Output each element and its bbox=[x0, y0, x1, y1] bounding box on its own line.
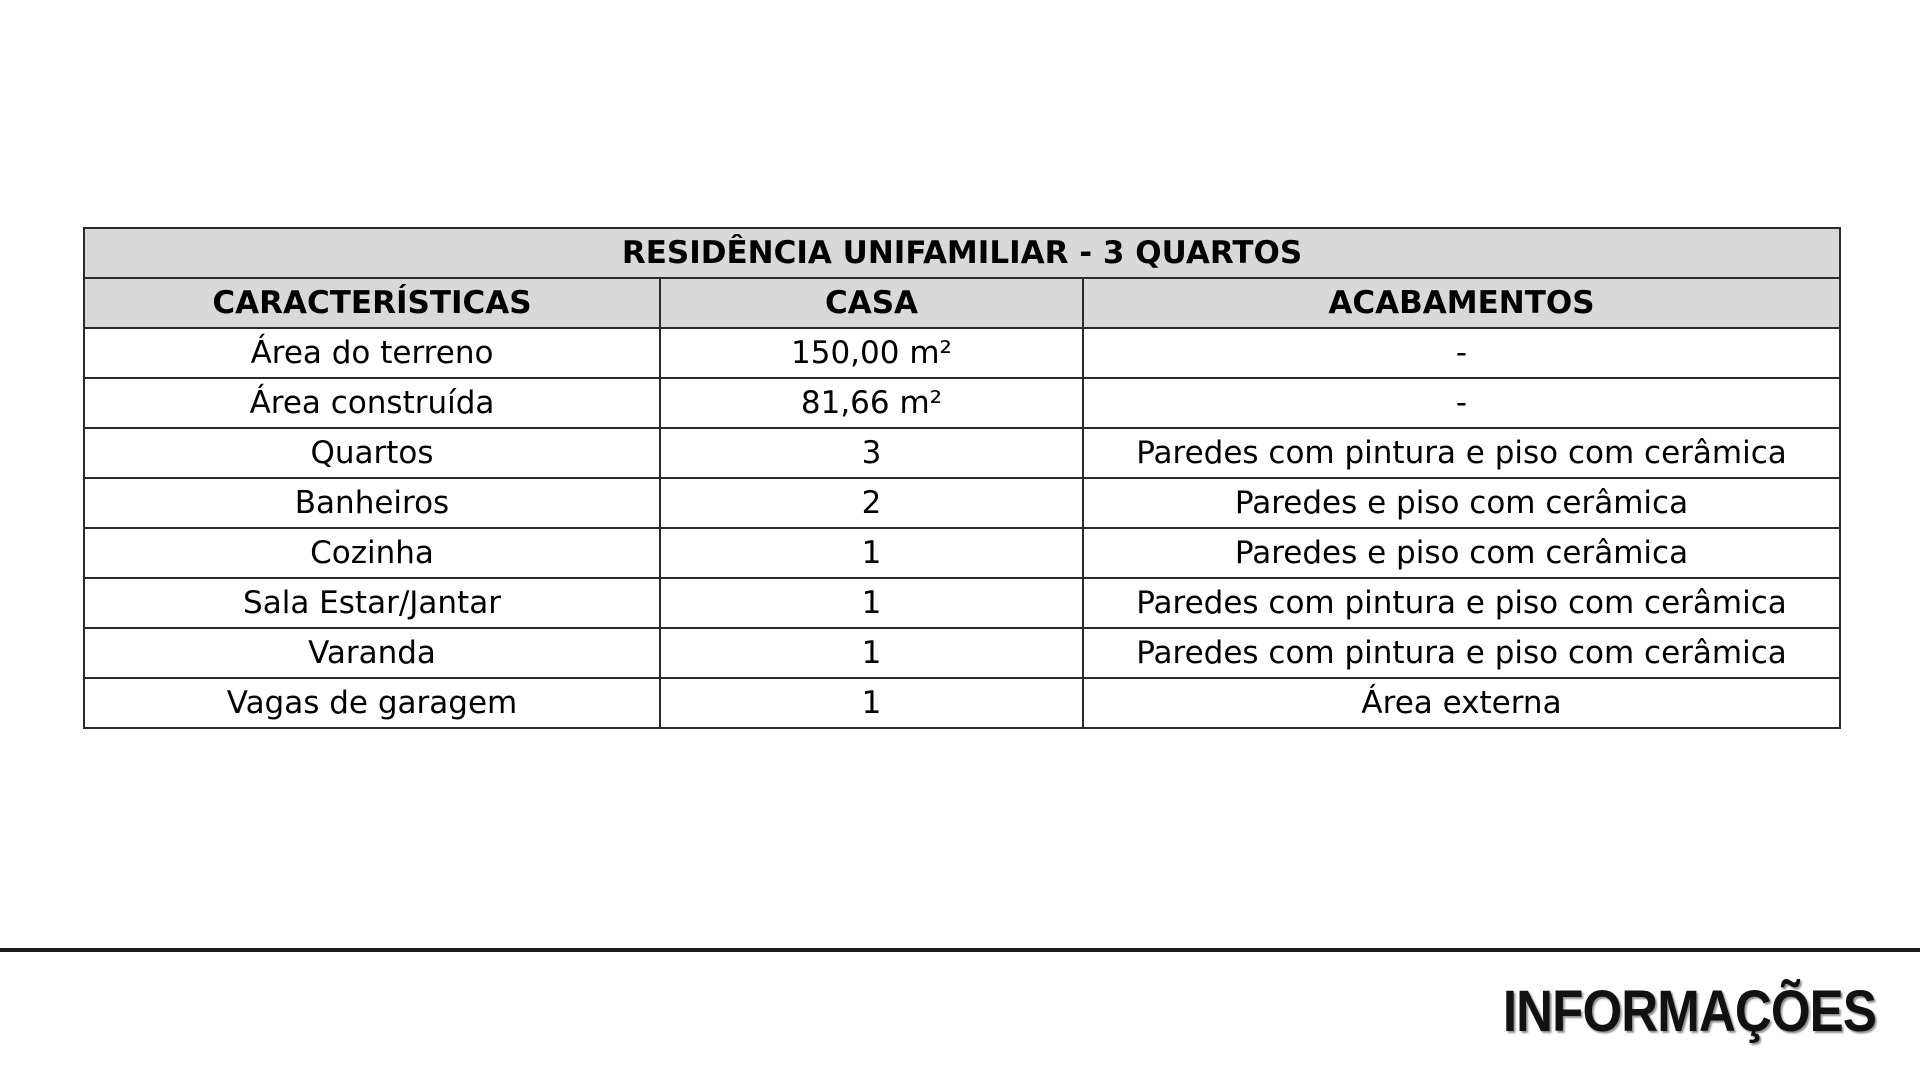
cell-acabamento: Paredes com pintura e piso com cerâmica bbox=[1083, 578, 1840, 628]
cell-casa: 1 bbox=[660, 528, 1083, 578]
cell-casa: 1 bbox=[660, 628, 1083, 678]
cell-caracteristica: Área construída bbox=[84, 378, 660, 428]
cell-acabamento: Paredes com pintura e piso com cerâmica bbox=[1083, 428, 1840, 478]
table-row bbox=[84, 378, 1840, 428]
footer-divider bbox=[0, 948, 1920, 952]
table-row bbox=[84, 528, 1840, 578]
table-row bbox=[84, 478, 1840, 528]
specs-table bbox=[83, 227, 1841, 729]
cell-casa: 3 bbox=[660, 428, 1083, 478]
cell-casa: 150,00 m² bbox=[660, 328, 1083, 378]
table-row bbox=[84, 328, 1840, 378]
cell-casa: 1 bbox=[660, 678, 1083, 728]
header-caracteristicas: CARACTERÍSTICAS bbox=[84, 278, 660, 328]
cell-acabamento: - bbox=[1083, 378, 1840, 428]
header-acabamentos: ACABAMENTOS bbox=[1083, 278, 1840, 328]
cell-acabamento: Paredes com pintura e piso com cerâmica bbox=[1083, 628, 1840, 678]
table-row bbox=[84, 678, 1840, 728]
section-title: INFORMAÇÕES bbox=[1502, 979, 1876, 1044]
cell-casa: 2 bbox=[660, 478, 1083, 528]
table-title-row bbox=[84, 228, 1840, 278]
cell-acabamento: Paredes e piso com cerâmica bbox=[1083, 528, 1840, 578]
table-row bbox=[84, 578, 1840, 628]
specs-table-container bbox=[83, 227, 1839, 729]
header-casa: CASA bbox=[660, 278, 1083, 328]
cell-caracteristica: Área do terreno bbox=[84, 328, 660, 378]
cell-casa: 1 bbox=[660, 578, 1083, 628]
table-row bbox=[84, 428, 1840, 478]
cell-caracteristica: Quartos bbox=[84, 428, 660, 478]
cell-acabamento: - bbox=[1083, 328, 1840, 378]
cell-acabamento: Área externa bbox=[1083, 678, 1840, 728]
table-title: RESIDÊNCIA UNIFAMILIAR - 3 QUARTOS bbox=[84, 228, 1840, 278]
cell-acabamento: Paredes e piso com cerâmica bbox=[1083, 478, 1840, 528]
cell-caracteristica: Sala Estar/Jantar bbox=[84, 578, 660, 628]
table-header-row bbox=[84, 278, 1840, 328]
cell-caracteristica: Varanda bbox=[84, 628, 660, 678]
table-row bbox=[84, 628, 1840, 678]
cell-caracteristica: Cozinha bbox=[84, 528, 660, 578]
cell-casa: 81,66 m² bbox=[660, 378, 1083, 428]
cell-caracteristica: Vagas de garagem bbox=[84, 678, 660, 728]
cell-caracteristica: Banheiros bbox=[84, 478, 660, 528]
